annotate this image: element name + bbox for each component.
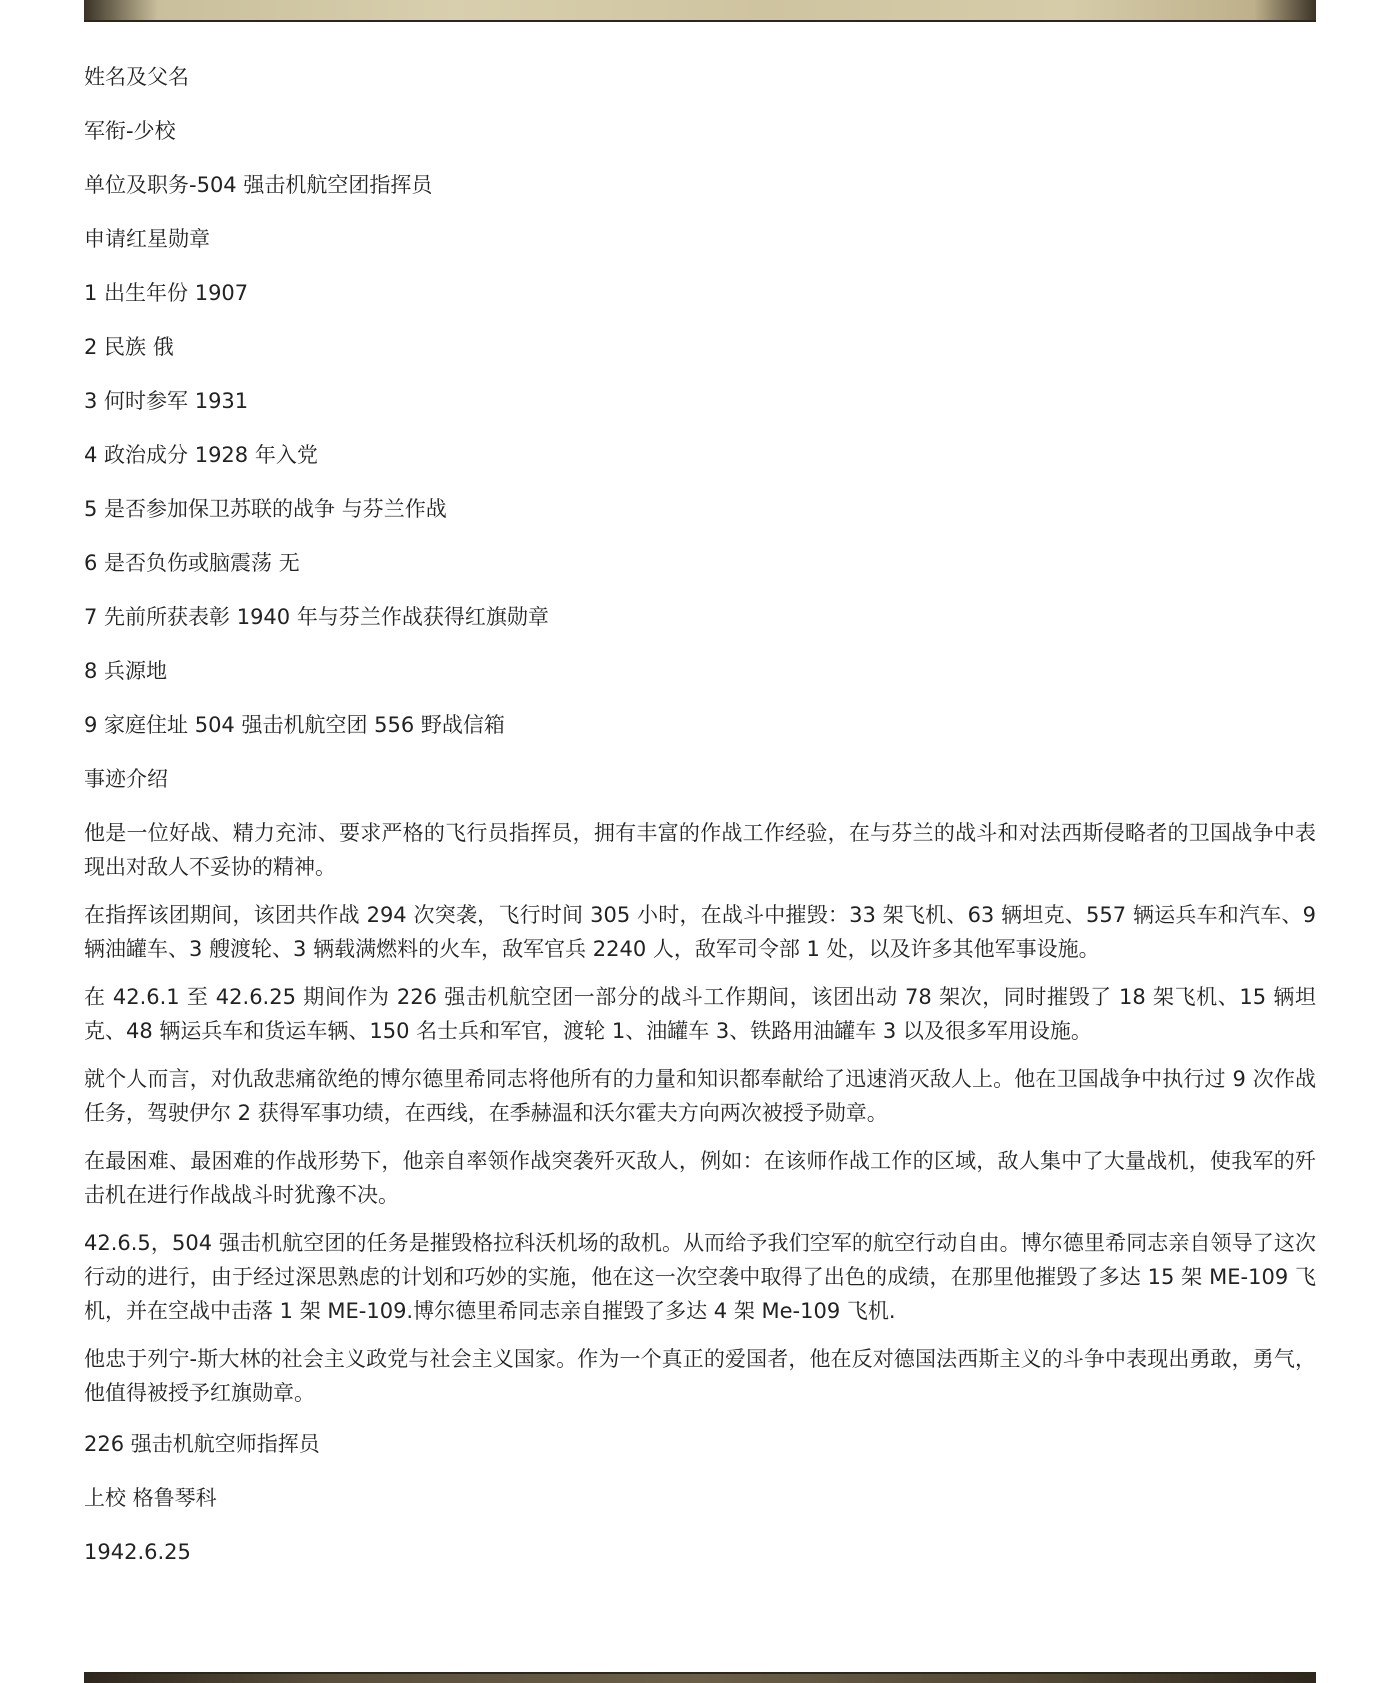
- signature-date: 1942.6.25: [84, 1540, 191, 1564]
- paragraph: 就个人而言，对仇敌悲痛欲绝的博尔德里希同志将他所有的力量和知识都奉献给了迅速消灭敌人上。他在卫国战争中执行过 9 次作战任务，驾驶伊尔 2 获得军事功绩，在西线，在季赫温和沃尔霍夫方向两次被授予勋章。: [84, 1067, 1316, 1125]
- field-origin: 8 兵源地: [84, 659, 168, 683]
- signature-position: 226 强击机航空师指挥员: [84, 1432, 320, 1456]
- top-photo-edge: [84, 0, 1316, 22]
- paragraph: 他是一位好战、精力充沛、要求严格的飞行员指挥员，拥有丰富的作战工作经验，在与芬兰的战斗和对法西斯侵略者的卫国战争中表现出对敌人不妥协的精神。: [84, 821, 1316, 879]
- paragraph: 他忠于列宁-斯大林的社会主义政党与社会主义国家。作为一个真正的爱国者，他在反对德国法西斯主义的斗争中表现出勇敢，勇气，他值得被授予红旗勋章。: [84, 1347, 1316, 1405]
- field-birth-year: 1 出生年份 1907: [84, 281, 249, 305]
- field-name-patronymic: 姓名及父名: [84, 65, 189, 89]
- field-award-requested: 申请红星勋章: [84, 227, 210, 251]
- field-war-participation: 5 是否参加保卫苏联的战争 与芬兰作战: [84, 497, 447, 521]
- field-previous-awards: 7 先前所获表彰 1940 年与芬兰作战获得红旗勋章: [84, 605, 549, 629]
- paragraph: 在 42.6.1 至 42.6.25 期间作为 226 强击机航空团一部分的战斗工作期间，该团出动 78 架次，同时摧毁了 18 架飞机、15 辆坦克、48 辆运兵车和货运车辆、150 名士兵和军官，渡轮 1、油罐车 3、铁路用油罐车 3 以及很多军用设施。: [84, 985, 1316, 1043]
- paragraph: 在最困难、最困难的作战形势下，他亲自率领作战突袭歼灭敌人，例如：在该师作战工作的区域，敌人集中了大量战机，使我军的歼击机在进行作战战斗时犹豫不决。: [84, 1149, 1316, 1207]
- bottom-photo-edge: [84, 1672, 1316, 1683]
- field-enlistment: 3 何时参军 1931: [84, 389, 249, 413]
- field-address: 9 家庭住址 504 强击机航空团 556 野战信箱: [84, 713, 505, 737]
- paragraph: 42.6.5，504 强击机航空团的任务是摧毁格拉科沃机场的敌机。从而给予我们空军的航空行动自由。博尔德里希同志亲自领导了这次行动的进行，由于经过深思熟虑的计划和巧妙的实施，他在这一次空袭中取得了出色的成绩，在那里他摧毁了多达 15 架 ME-109 飞机，并在空战中击落 1 架 ME-109.博尔德里希同志亲自摧毁了多达 4 架 Me-109 飞机.: [84, 1231, 1316, 1323]
- field-rank: 军衔-少校: [84, 119, 176, 143]
- signature-rank-name: 上校 格鲁琴科: [84, 1486, 217, 1510]
- field-nationality: 2 民族 俄: [84, 335, 174, 359]
- paragraph: 在指挥该团期间，该团共作战 294 次突袭，飞行时间 305 小时，在战斗中摧毁：33 架飞机、63 辆坦克、557 辆运兵车和汽车、9 辆油罐车、3 艘渡轮、3 辆载满燃料的火车，敌军官兵 2240 人，敌军司令部 1 处，以及许多其他军事设施。: [84, 903, 1316, 961]
- section-heading-deeds: 事迹介绍: [84, 767, 168, 791]
- field-wounds: 6 是否负伤或脑震荡 无: [84, 551, 300, 575]
- field-unit-position: 单位及职务-504 强击机航空团指挥员: [84, 173, 433, 197]
- field-party: 4 政治成分 1928 年入党: [84, 443, 318, 467]
- document-body: [84, 63, 1316, 1592]
